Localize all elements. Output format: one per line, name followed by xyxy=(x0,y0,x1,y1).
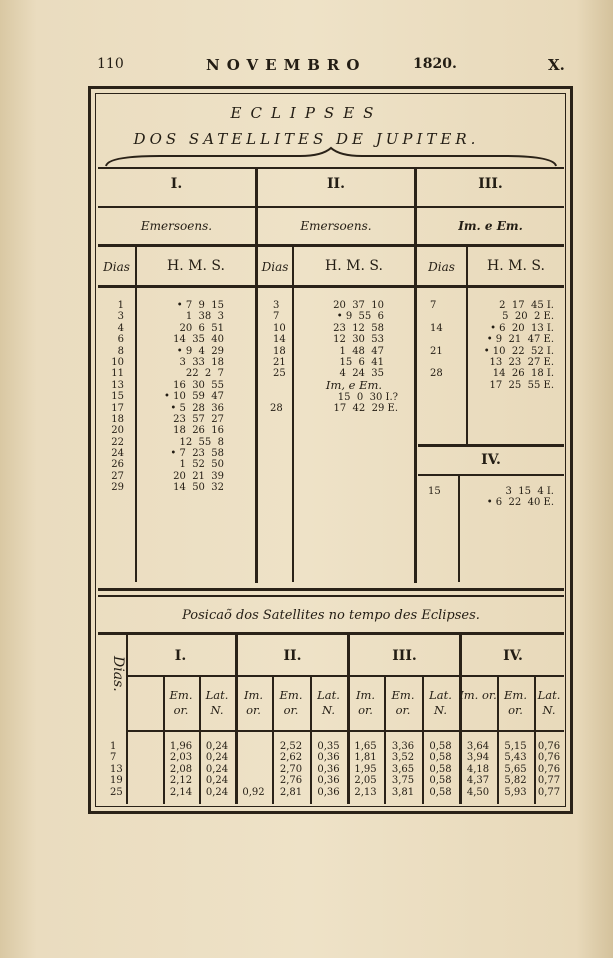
cell: 15 6 41 xyxy=(339,356,384,368)
cell: 0,24 xyxy=(205,752,229,764)
cell: 0,92 xyxy=(242,786,265,798)
cell: 27 xyxy=(111,470,124,482)
position-column xyxy=(424,741,457,798)
cell: 20 xyxy=(111,425,124,437)
cell: 14 xyxy=(273,334,286,346)
pos-sat-III: III. xyxy=(392,648,417,664)
sat-I-times xyxy=(140,300,224,494)
position-column xyxy=(165,741,197,798)
cell: 5,82 xyxy=(504,775,527,787)
cell xyxy=(128,764,161,775)
cell xyxy=(428,497,441,508)
cell xyxy=(270,392,283,403)
cell: 2,08 xyxy=(169,763,193,775)
cell: 14 xyxy=(430,322,443,334)
cell: 1 48 47 xyxy=(339,345,384,357)
cell: 2,12 xyxy=(169,775,193,787)
cell: 15 xyxy=(111,391,124,403)
cell: 2,76 xyxy=(279,775,303,787)
cell: 4,18 xyxy=(466,763,490,775)
cell xyxy=(430,311,443,322)
cell: 0,36 xyxy=(317,763,340,775)
cell xyxy=(430,334,443,345)
position-column xyxy=(312,741,345,798)
rule xyxy=(98,588,564,591)
cell: 15 xyxy=(428,486,441,497)
position-column xyxy=(499,741,532,798)
sat-IV-days xyxy=(428,486,441,509)
position-column xyxy=(386,741,420,798)
hms-header: H. M. S. xyxy=(325,258,383,274)
cell: 4,37 xyxy=(466,775,490,787)
cell: 7 xyxy=(273,311,280,323)
cell: • 6 20 13 I. xyxy=(490,322,554,334)
column-rule xyxy=(466,246,468,444)
cell: • 10 22 52 I. xyxy=(483,345,554,357)
cell: 13 xyxy=(111,379,124,391)
cell: 2,52 xyxy=(279,741,303,752)
cell: 3,94 xyxy=(466,752,490,764)
pos-sat-II: II. xyxy=(283,648,302,664)
cell: 2 17 45 I. xyxy=(499,300,554,311)
position-subheader: Em. or. xyxy=(169,688,193,717)
sat-II-subheading: Im, e Em. xyxy=(325,378,383,392)
cell: 8 xyxy=(117,345,124,357)
cell: 0,77 xyxy=(537,775,561,787)
cell: 17 xyxy=(111,402,124,414)
cell: 18 26 16 xyxy=(173,425,224,437)
cell: 10 xyxy=(111,356,124,368)
dias-label: Dias. xyxy=(110,656,126,692)
cell: 1,95 xyxy=(354,763,377,775)
page-number: 110 xyxy=(97,56,124,72)
cell xyxy=(128,741,161,752)
sat-II-times xyxy=(300,300,384,380)
cell: 3 xyxy=(273,300,280,311)
cell: 5,43 xyxy=(504,752,527,764)
cell: 2,70 xyxy=(279,763,303,775)
cell: 4,50 xyxy=(466,786,490,798)
cell: 1 xyxy=(110,741,117,752)
cell: 3,52 xyxy=(391,752,415,764)
cell: 14 26 18 I. xyxy=(492,368,554,380)
position-column xyxy=(349,741,382,798)
sat-II-days xyxy=(273,300,286,380)
cell: 3,75 xyxy=(391,775,415,787)
position-column xyxy=(274,741,308,798)
cell: 19 xyxy=(110,775,123,787)
position-subheader: Lat. N. xyxy=(537,688,561,717)
cell: 1 52 50 xyxy=(179,459,224,471)
rule xyxy=(98,206,564,208)
cell: 22 xyxy=(111,436,124,448)
cell: 1,81 xyxy=(354,752,377,764)
cell: 18 xyxy=(273,345,286,357)
position-subheader: Im. or. xyxy=(459,688,497,702)
cell: 4 24 35 xyxy=(339,368,384,380)
cell: 5,93 xyxy=(504,786,527,798)
cell: 7 xyxy=(110,752,117,764)
cell: 11 xyxy=(111,368,124,380)
type-I: Emersoens. xyxy=(140,219,213,233)
cell: 0,36 xyxy=(317,752,340,764)
cell: • 7 23 58 xyxy=(170,448,224,460)
cell xyxy=(237,741,270,752)
volume-number: X. xyxy=(548,56,565,74)
cell: 1 xyxy=(117,300,124,311)
cell: 10 xyxy=(273,322,286,334)
cell: 28 xyxy=(430,368,443,380)
cell: 14 35 40 xyxy=(173,334,224,346)
cell: 3,81 xyxy=(391,786,415,798)
column-rule xyxy=(458,476,460,582)
cell: 2,81 xyxy=(279,786,303,798)
cell: • 9 21 47 E. xyxy=(486,334,554,346)
position-subheader: Lat. N. xyxy=(205,688,229,717)
cell: 28 xyxy=(270,403,283,415)
rule xyxy=(98,244,564,247)
cell: 0,58 xyxy=(429,752,452,764)
cell: 0,77 xyxy=(537,786,561,798)
cell: 0,76 xyxy=(537,741,561,752)
cell: 6 xyxy=(117,334,124,346)
position-column xyxy=(201,741,233,798)
cell: • 9 55 6 xyxy=(336,311,384,323)
cell: 4 xyxy=(117,322,124,334)
cell: 5,15 xyxy=(504,741,527,752)
cell: 21 xyxy=(273,356,286,368)
position-subheader: Im. or. xyxy=(355,688,376,717)
position-subheader: Im. or. xyxy=(243,688,264,717)
rule xyxy=(418,444,564,447)
rule xyxy=(98,167,564,169)
position-days xyxy=(110,741,123,798)
cell xyxy=(237,775,270,786)
rule xyxy=(98,285,564,288)
cell: 0,58 xyxy=(429,775,452,787)
pos-sat-IV: IV. xyxy=(503,648,523,664)
cell: 2,13 xyxy=(354,786,377,798)
sat-IV-heading: IV. xyxy=(481,452,501,468)
cell: 0,35 xyxy=(317,741,340,752)
cell: 3,36 xyxy=(391,741,415,752)
rule xyxy=(98,632,564,635)
cell xyxy=(430,380,443,391)
cell: • 5 28 36 xyxy=(170,402,224,414)
cell: 25 xyxy=(273,368,286,380)
position-subheader: Lat. N. xyxy=(317,688,340,717)
position-column xyxy=(237,741,270,798)
position-subheader: Em. or. xyxy=(504,688,527,717)
sat-II-heading: II. xyxy=(327,176,345,192)
type-II: Emersoens. xyxy=(300,219,372,233)
dias-vertical-label xyxy=(108,656,130,716)
cell: 20 21 39 xyxy=(173,470,224,482)
sat-II-times-2 xyxy=(300,392,398,415)
sat-II-days-2 xyxy=(270,392,283,415)
dias-header: Dias xyxy=(261,260,289,274)
cell: 20 6 51 xyxy=(179,322,224,334)
cell: 17 25 55 E. xyxy=(489,379,554,391)
cell xyxy=(237,752,270,763)
cell: 13 xyxy=(110,763,123,775)
cell: 0,58 xyxy=(429,741,452,752)
cell xyxy=(430,357,443,368)
cell xyxy=(128,752,161,763)
sat-III-days xyxy=(430,300,443,391)
sat-III-times xyxy=(470,300,554,391)
position-table-title: Posicaõ dos Satellites no tempo des Eclipses. xyxy=(182,608,480,623)
cell: 3,65 xyxy=(391,763,415,775)
cell: 12 30 53 xyxy=(333,334,384,346)
cell: 1,96 xyxy=(169,741,193,752)
cell: 3 15 4 I. xyxy=(505,486,554,497)
cell: 25 xyxy=(110,786,123,798)
position-column xyxy=(536,741,562,798)
cell: 3,64 xyxy=(466,741,490,752)
cell xyxy=(237,764,270,775)
title-satellites: DOS SATELLITES DE JUPITER. xyxy=(133,130,480,148)
cell: 0,58 xyxy=(429,786,452,798)
cell: • 6 22 40 E. xyxy=(486,497,554,509)
position-column xyxy=(128,741,161,798)
dias-header: Dias xyxy=(103,260,130,274)
running-head-year: 1820. xyxy=(413,56,457,72)
cell: 14 50 32 xyxy=(173,482,224,494)
cell: 3 xyxy=(117,311,124,323)
cell: • 7 9 15 xyxy=(176,300,224,311)
cell: 22 2 7 xyxy=(185,368,224,380)
cell: 3 33 18 xyxy=(179,356,224,368)
cell: 0,24 xyxy=(205,786,229,798)
cell: 24 xyxy=(111,448,124,460)
cell: 0,24 xyxy=(205,763,229,775)
cell: 1 38 3 xyxy=(185,311,224,323)
cell: 1,65 xyxy=(354,741,377,752)
type-III: Im. e Em. xyxy=(458,219,523,233)
cell: 2,62 xyxy=(279,752,303,764)
position-subheader: Em. or. xyxy=(279,688,303,717)
cell: 0,76 xyxy=(537,752,561,764)
cell: 0,36 xyxy=(317,775,340,787)
cell: 0,58 xyxy=(429,763,452,775)
cell: 0,76 xyxy=(537,763,561,775)
cell: 16 30 55 xyxy=(173,379,224,391)
cell: 17 42 29 E. xyxy=(333,403,398,415)
cell: 20 37 10 xyxy=(333,300,384,311)
cell: 13 23 27 E. xyxy=(489,356,554,368)
sat-III-heading: III. xyxy=(478,176,503,192)
cell xyxy=(128,775,161,786)
hms-header: H. M. S. xyxy=(167,258,225,274)
cell xyxy=(128,787,161,798)
cell: 2,05 xyxy=(354,775,377,787)
sat-I-days xyxy=(98,300,124,494)
position-column xyxy=(461,741,495,798)
cell: 23 12 58 xyxy=(333,322,384,334)
title-eclipses: ECLIPSES xyxy=(230,104,383,122)
cell: 0,36 xyxy=(317,786,340,798)
cell: 12 55 8 xyxy=(179,436,224,448)
cell: 0,24 xyxy=(205,741,229,752)
cell: 5,65 xyxy=(504,763,527,775)
hms-header: H. M. S. xyxy=(487,258,545,274)
position-subheader: Em. or. xyxy=(391,688,415,717)
column-rule xyxy=(292,246,294,582)
column-rule xyxy=(135,246,137,582)
dias-header: Dias xyxy=(428,260,455,274)
sat-I-heading: I. xyxy=(170,176,183,192)
cell: 0,24 xyxy=(205,775,229,787)
rule xyxy=(418,474,564,476)
cell: • 9 4 29 xyxy=(176,345,224,357)
cell: 5 20 2 E. xyxy=(502,311,554,323)
cell: 18 xyxy=(111,413,124,425)
cell: 2,03 xyxy=(169,752,193,764)
cell: 15 0 30 I.? xyxy=(337,392,398,403)
rule xyxy=(98,595,564,597)
pos-sat-I: I. xyxy=(174,648,187,664)
sat-IV-times xyxy=(470,486,554,509)
cell: 23 57 27 xyxy=(173,413,224,425)
cell: 26 xyxy=(111,459,124,471)
cell: 29 xyxy=(111,482,124,494)
running-head-month: NOVEMBRO xyxy=(206,56,367,74)
cell: 21 xyxy=(430,345,443,357)
cell: • 10 59 47 xyxy=(164,391,224,403)
position-subheader: Lat. N. xyxy=(429,688,452,717)
cell: 7 xyxy=(430,300,437,311)
cell: 2,14 xyxy=(169,786,193,798)
